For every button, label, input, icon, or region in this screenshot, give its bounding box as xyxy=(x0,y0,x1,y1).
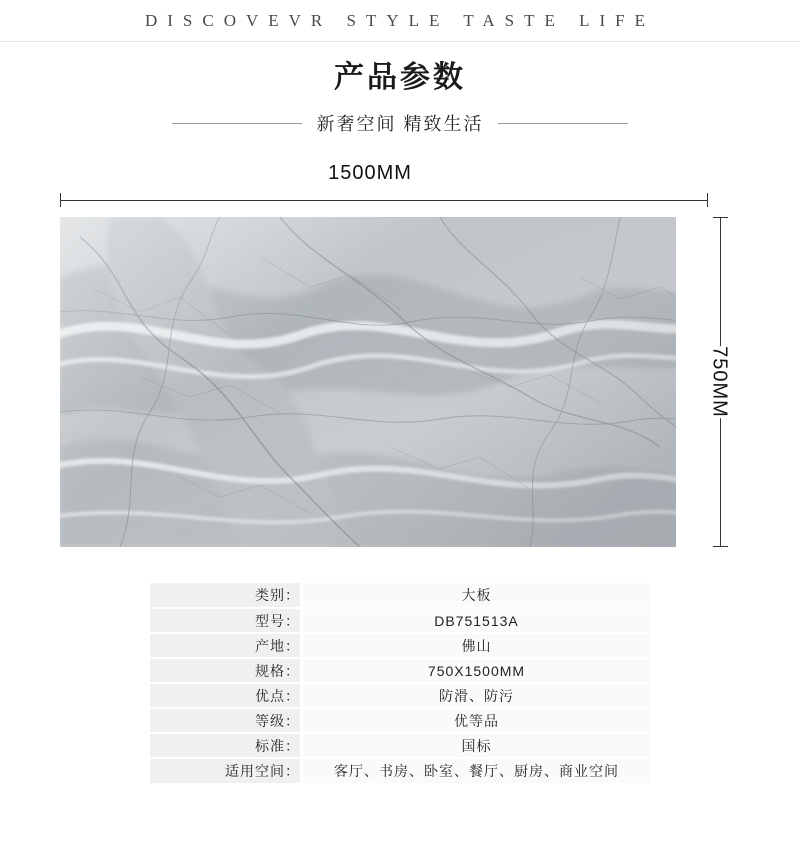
spec-value: 客厅、书房、卧室、餐厅、厨房、商业空间 xyxy=(302,758,651,783)
spec-value: DB751513A xyxy=(302,608,651,633)
width-cap-right xyxy=(707,193,708,207)
spec-value: 优等品 xyxy=(302,708,651,733)
product-image-area xyxy=(60,162,740,547)
spec-label: 等级： xyxy=(150,708,302,733)
subtitle-row xyxy=(0,110,800,136)
spec-value: 佛山 xyxy=(302,633,651,658)
spec-value: 大板 xyxy=(302,583,651,608)
page-title: 产品参数 xyxy=(334,61,466,94)
spec-label: 优点： xyxy=(150,683,302,708)
width-dimension-label: 1500MM xyxy=(328,162,412,184)
spec-label: 适用空间： xyxy=(150,758,302,783)
width-dimension-bar xyxy=(60,193,708,207)
spec-table xyxy=(150,583,650,783)
page-subtitle: 新奢空间 精致生活 xyxy=(316,114,484,134)
table-row xyxy=(150,733,650,758)
subtitle-divider-right xyxy=(498,123,628,124)
spec-label: 规格： xyxy=(150,658,302,683)
spec-label: 型号： xyxy=(150,608,302,633)
marble-texture-svg xyxy=(60,217,676,547)
spec-label: 标准： xyxy=(150,733,302,758)
width-line xyxy=(60,200,708,201)
height-dimension-bar xyxy=(698,217,740,547)
spec-value: 防滑、防污 xyxy=(302,683,651,708)
top-banner: DISCOVEVR STYLE TASTE LIFE xyxy=(0,0,800,42)
spec-label: 产地： xyxy=(150,633,302,658)
table-row xyxy=(150,658,650,683)
spec-value: 750X1500MM xyxy=(302,658,651,683)
spec-value: 国标 xyxy=(302,733,651,758)
height-dimension-label: 750MM xyxy=(702,346,737,418)
table-row xyxy=(150,608,650,633)
table-row xyxy=(150,583,650,608)
table-row xyxy=(150,708,650,733)
spec-label: 类别： xyxy=(150,583,302,608)
subtitle-divider-left xyxy=(172,123,302,124)
title-block xyxy=(0,60,800,136)
table-row xyxy=(150,633,650,658)
table-row xyxy=(150,758,650,783)
table-row xyxy=(150,683,650,708)
height-cap-bottom xyxy=(713,546,728,547)
product-tile-image xyxy=(60,217,676,547)
tile-row xyxy=(60,217,740,547)
